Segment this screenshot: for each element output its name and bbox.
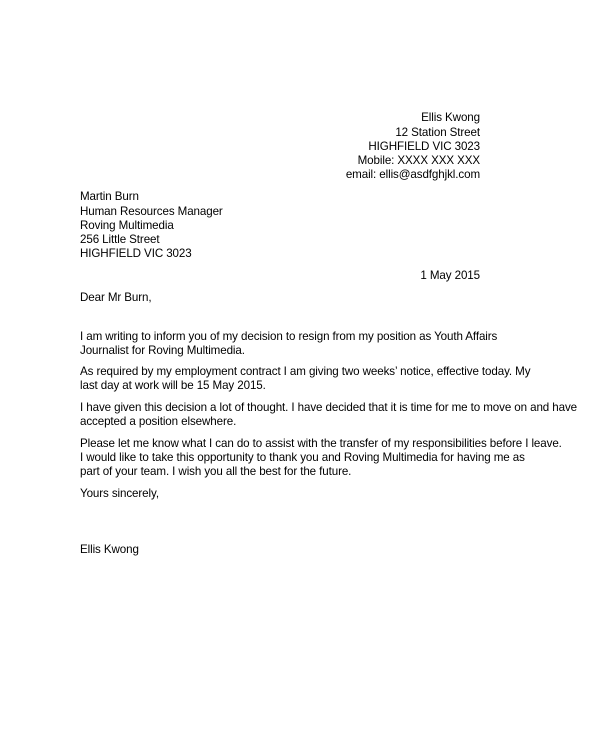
sender-city: HIGHFIELD VIC 3023 — [368, 140, 480, 153]
paragraph-2-line-1: As required by my employment contract I am giving two weeks’ notice, effective today. My — [80, 365, 531, 378]
recipient-city: HIGHFIELD VIC 3023 — [80, 247, 192, 260]
paragraph-4-line-2: I would like to take this opportunity to thank you and Roving Multimedia for having me as — [80, 451, 525, 464]
paragraph-2-line-2: last day at work will be 15 May 2015. — [80, 379, 266, 392]
paragraph-3-line-1: I have given this decision a lot of thought. I have decided that it is time for me to move on and have — [80, 401, 578, 414]
recipient-title: Human Resources Manager — [80, 205, 223, 218]
recipient-company: Roving Multimedia — [80, 219, 174, 232]
paragraph-3-line-2: accepted a position elsewhere. — [80, 415, 237, 428]
sender-mobile: Mobile: XXXX XXX XXX — [357, 154, 480, 167]
signature-name: Ellis Kwong — [80, 543, 139, 556]
sender-street: 12 Station Street — [395, 126, 480, 139]
recipient-name: Martin Burn — [80, 190, 139, 203]
paragraph-4-line-3: part of your team. I wish you all the best for the future. — [80, 465, 352, 478]
paragraph-1-line-2: Journalist for Roving Multimedia. — [80, 344, 245, 357]
paragraph-4-line-1: Please let me know what I can do to assist with the transfer of my responsibilities before I leave. — [80, 437, 562, 450]
sender-name: Ellis Kwong — [421, 111, 480, 124]
recipient-street: 256 Little Street — [80, 233, 160, 246]
closing: Yours sincerely, — [80, 487, 159, 500]
sender-email: email: ellis@asdfghjkl.com — [345, 168, 480, 181]
paragraph-1-line-1: I am writing to inform you of my decision to resign from my position as Youth Affairs — [80, 330, 498, 343]
letter-date: 1 May 2015 — [420, 269, 480, 282]
salutation: Dear Mr Burn, — [80, 291, 152, 304]
